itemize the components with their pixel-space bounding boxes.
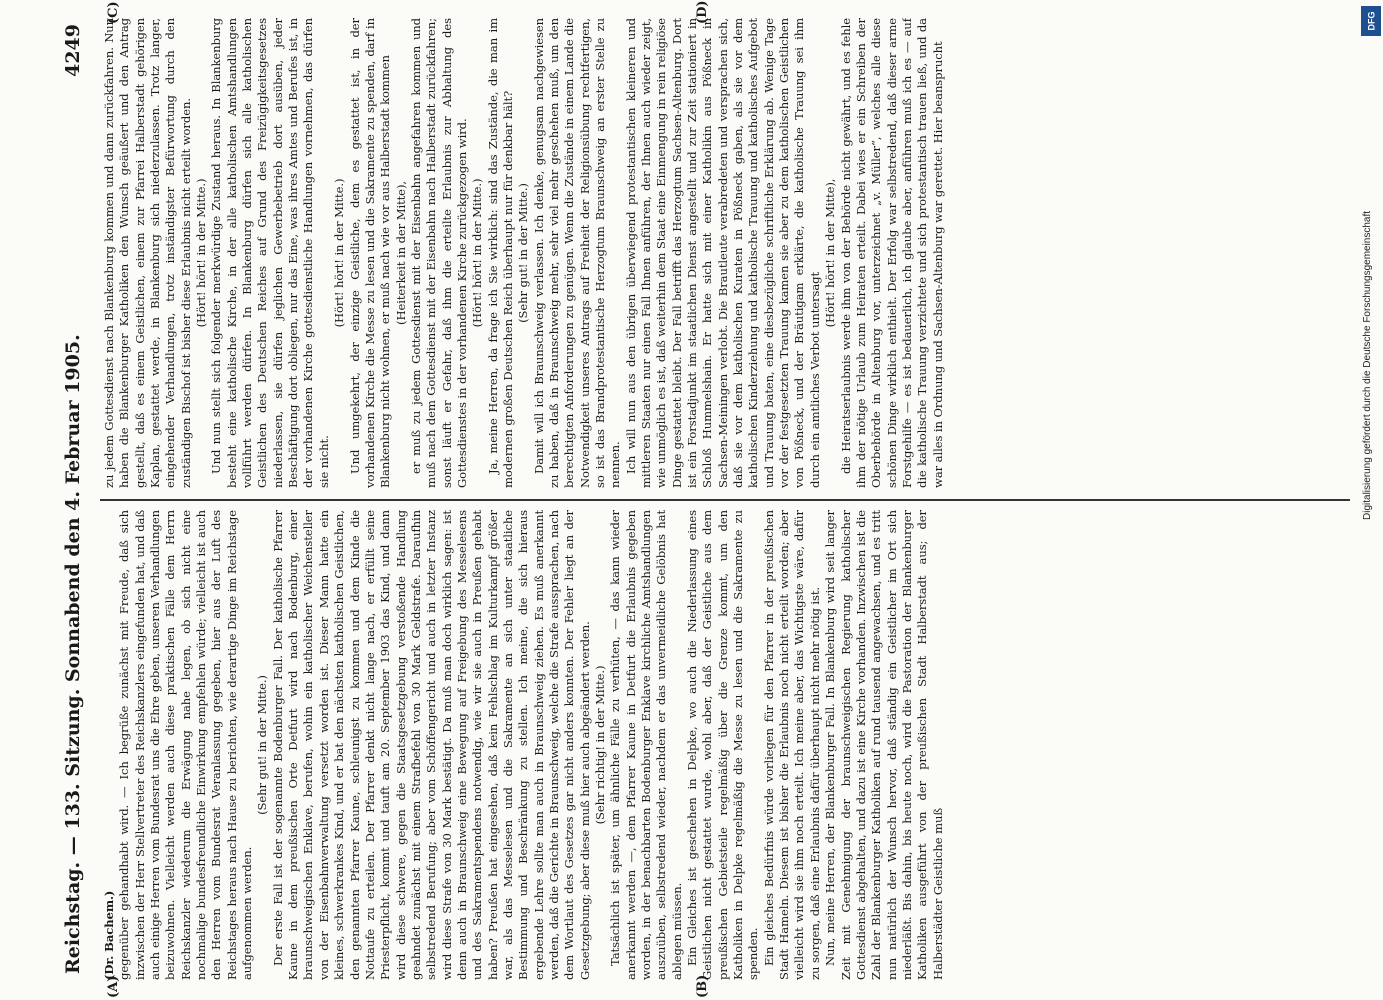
column-divider bbox=[100, 499, 1350, 501]
page-number: 4249 bbox=[62, 24, 84, 77]
running-head-title: Reichstag. — 133. Sitzung. Sonnabend den 4. Februar 1905. bbox=[62, 334, 84, 974]
dfg-logo: DFG bbox=[1361, 6, 1381, 36]
paragraph: (Hört! hört! in der Mitte.) bbox=[332, 178, 347, 328]
paragraph: Nun, meine Herren, der Blankenburger Fall. In Blankenburg wird seit langer Zeit mit Genehmigung der braunschweigischen Regierung katholischer Gottesdienst abgehalten, und dazu ist eine Kirche vorhanden. Inzwischen ist die Zahl der Blankenburger Katholiken auf rund tausend angewachsen, und es tritt nun natürlich der Wunsch hervor, daß ständig ein Geistlicher im Ort sich niederläßt. Bis dahin, bis heute noch, wird die Pastoration der Blankenburger Katholiken ausgeführt von der preußischen Stadt Halberstadt aus; der Halberstädter Geistliche muß bbox=[823, 510, 945, 980]
paragraph: Der erste Fall ist der sogenannte Bodenburger Fall. Der katholische Pfarrer Kaune in dem preußischen Orte Detfurt wird nach Bodenburg, einer braunschweigischen Enklave, berufen, wohin ein katholischer Weichensteller von der Eisenbahnverwaltung versetzt worden ist. Dieser Mann hatte ein kleines, schwerkrankes Kind, und er bat den nächsten katholischen Geistlichen, den genannten Pfarrer Kaune, schleunigst zu kommen und dem Kinde die Nottaufe zu erteilen. Der Pfarrer denkt nicht lange nach, er erfüllt seine Priesterpflicht, kommt und tauft am 20. September 1903 das Kind, und dann wird diese schwere, gegen die Staatsgesetzgebung verstoßende Handlung geahndet zunächst mit einem Strafbefehl von 30 Mark Geldstrafe. Daraufhin selbstredend Berufung; aber vom Schöffengericht und auch in letzter Instanz wird diese Strafe von 30 Mark bestätigt. Da muß man doch wirklich sagen: ist denn auch in Braunschweig eine Bewegung auf Freigebung des Messelesens und des Sakramentspendens notwendig, wie wir sie auch in Preußen gehabt haben? Preußen hat eingesehen, daß kein Fehlschlag im Kulturkampf größer war, als das Messelesen und die Sakramente an sich unter staatliche Bestimmung und Beschränkung zu stellen. Ich meine, die sich hieraus ergebende Lehre sollte man auch in Braunschweig ziehen. Es muß anerkannt werden, daß die Gerichte in Braunschweig, welche die Strafe aussprachen, nach dem Wortlaut des Gesetzes gar nicht anders konnten. Der Fehler liegt an der Gesetzgebung; aber diese muß hier auch abgeändert werden. bbox=[270, 510, 592, 980]
paragraph: Ja, meine Herren, da frage ich Sie wirklich: sind das Zustände, die man im modernen großen Deutschen Reich überhaupt nur für denkbar hält? bbox=[485, 18, 515, 488]
paragraph: (Sehr gut! in der Mitte.) bbox=[255, 675, 270, 815]
margin-marker-a: (A) bbox=[106, 975, 121, 998]
running-head bbox=[62, 24, 96, 974]
left-column-paragraphs bbox=[117, 510, 946, 980]
paragraph: zu jedem Gottesdienst nach Blankenburg kommen und dann zurückfahren. Nun haben die Blankenburger Katholiken den Wunsch geäußert und den Antrag gestellt, daß es einem Geistlichen, einem zur Pfarrei Halberstadt gehörigen Kaplan, gestattet werde, in Blankenburg sich niederzulassen. Trotz langer, eingehender Verhandlungen, trotz inständigster Befürwortung durch den zuständigen Bischof ist bisher diese Erlaubnis nicht erteilt worden. bbox=[102, 18, 193, 488]
dfg-credit-text: Digitalisierung gefördert durch die Deutsche Forschungsgemeinschaft bbox=[1362, 210, 1373, 520]
margin-marker-c: (C) bbox=[106, 1, 121, 24]
paragraph: (Heiterkeit in der Mitte), bbox=[393, 181, 408, 325]
paragraph: (Hört! hört! in der Mitte.) bbox=[194, 178, 209, 328]
speaker-label: (Dr. Bachem.) bbox=[102, 890, 116, 980]
left-column bbox=[102, 510, 1352, 980]
paragraph: die Heiratserlaubnis werde ihm von der Behörde nicht gewährt, und es fehle ihm der nötige Urlaub zum Heiraten erteilt. Dabei wies er ein Schreiben der Oberbehörde in Altenburg vor, unterzeichnet „v. Müller“, welches alle diese schönen Dinge wirklich enthielt. Der Erfolg war selbstredend, daß dieser arme Forstgehilfe — es ist bedauerlich, ich glaube aber, anführen muß ich es — auf die katholische Trauung verzichtete und sich protestantisch trauen ließ, und da war alles in Ordnung und Sachsen-Altenburg war gerettet. Hier beansprucht bbox=[838, 18, 945, 488]
margin-marker-b: (B) bbox=[695, 974, 710, 998]
paragraph: Tatsächlich ist später, um ähnliche Fälle zu verhüten, — das kann wieder anerkannt werden —, dem Pfarrer Kaune in Detfurt die Erlaubnis gegeben worden, in der benachbarten Bodenburger Enklave kirchliche Amtshandlungen auszuüben, selbstredend wieder, nachdem er das unvermeidliche Gelöbnis hat ablegen müssen. bbox=[608, 510, 684, 980]
paragraph: (Sehr richtig! in der Mitte.) bbox=[593, 665, 607, 825]
paragraph: Ich will nun aus den übrigen überwiegend protestantischen kleineren und mittleren Staaten nur einen Fall Ihnen anführen, der Ihnen auch wieder zeigt, wie unmöglich es ist, daß weiterhin dem Staat eine Einmengung in rein religiöse Dinge gestattet bleibt. Der Fall betrifft das Herzogtum Sachsen-Altenburg. Dort ist ein Forstadjunkt im staatlichen Dienst angestellt und zur Zeit stationiert in Schloß Hummelshain. Er hatte sich mit einer Katholikin aus Pößneck in Sachsen-Meiningen verlobt. Die Brautleute verabredeten und versprachen sich, daß sie vor dem katholischen Kuraten in Pößneck gaben, als sie vor dem katholischen Kinderziehung und katholische Trauung und katholisches Aufgebot und Trauung baten, eine diesbezügliche schriftliche Erklärung ab. Wenige Tage vor der festgesetzten Trauung kamen sie aber zu dem katholischen Geistlichen von Pößneck, und der Bräutigam erklärte, die katholische Trauung sei ihm durch ein amtliches Verbot untersagt bbox=[623, 18, 822, 488]
paragraph: (Sehr gut! in der Mitte.) bbox=[516, 183, 531, 323]
dfg-sidebar bbox=[1360, 0, 1383, 1000]
right-column-paragraphs bbox=[102, 18, 946, 488]
paragraph: (Hört! hört! in der Mitte), bbox=[823, 178, 838, 328]
paragraph: Ein Gleiches ist geschehen in Delpke, wo auch die Niederlassung eines Geistlichen nicht gestattet wurde, wohl aber, daß der Geistliche aus dem preußischen Gebietsteile regelmäßig über die Grenze kommt, um den Katholiken in Delpke regelmäßig die Messe zu lesen und die Sakramente zu spenden. bbox=[685, 510, 761, 980]
paragraph: Ein gleiches Bedürfnis würde vorliegen für den Pfarrer in der preußischen Stadt Hameln. Diesem ist bisher die Erlaubnis noch nicht erteilt worden; aber vielleicht wird sie ihm noch erteilt. Ich meine aber, das Wichtigste wäre, dafür zu sorgen, daß eine Erlaubnis dafür überhaupt nicht mehr nötig ist. bbox=[761, 510, 822, 980]
margin-marker-d: (D) bbox=[695, 0, 710, 24]
paragraph: Und umgekehrt, der einzige Geistliche, dem es gestattet ist, in der vorhandenen Kirche die Messe zu lesen und die Sakramente zu spenden, darf in Blankenburg nicht wohnen, er muß nach wie vor aus Halberstadt kommen bbox=[347, 18, 393, 488]
paragraph: Damit will ich Braunschweig verlassen. Ich denke, genugsam nachgewiesen zu haben, daß in Braunschweig mehr, sehr viel mehr geschehen muß, um den berechtigten Anforderungen zu genügen. Wenn die Zustände in einem Lande die Notwendigkeit unseres Antrags auf Freiheit der Religionsübung rechtfertigen, so ist das Brandprotestantische Herzogtum Braunschweig an erster Stelle zu nennen. bbox=[531, 18, 623, 488]
paragraph: (Hört! hört! in der Mitte.) bbox=[470, 178, 485, 328]
right-column bbox=[102, 18, 1352, 488]
paragraph: Und nun stellt sich folgender merkwürdige Zustand heraus. In Blankenburg besteht eine katholische Kirche, in der alle katholischen Amtshandlungen vollführt werden dürfen. In Blankenburg dürfen sich alle katholischen Geistlichen des Deutschen Reiches auf Grund des Freizügigkeitsgesetzes niederlassen, sie dürfen jeglichen Gewerbebetrieb dort ausüben, jeder Beschäftigung dort obliegen, nur das Eine, was ihres Amtes und Berufes ist, in der vorhandenen Kirche gottesdienstliche Handlungen vornehmen, das dürfen sie nicht. bbox=[209, 18, 331, 488]
paragraph: gegenüber gehandhabt wird. — Ich begrüße zunächst mit Freude, daß sich inzwischen der Herr Stellvertreter des Reichskanzlers eingefunden hat, und daß auch einige Herren vom Bundesrat uns die Ehre geben, unseren Verhandlungen beizuwohnen. Vielleicht werden auch diese praktischen Fälle dem Herrn Reichskanzler wiederum die Erwägung nahe legen, ob sich nicht eine nochmalige bundesfreundliche Einwirkung empfehlen würde; vielleicht ist auch den Herren vom Bundesrat Veranlassung gegeben, hier aus der Luft des Reichstages heraus nach Hause zu berichten, wie derartige Dinge im Reichstage aufgenommen werden. bbox=[117, 510, 255, 980]
paragraph: er muß zu jedem Gottesdienst mit der Eisenbahn angefahren kommen und muß nach dem Gottesdienst mit der Eisenbahn nach Halberstadt zurückfahren; sonst läuft er Gefahr, daß ihm die erteilte Erlaubnis zur Abhaltung des Gottesdienstes in der vorhandenen Kirche zurückgezogen wird. bbox=[408, 18, 469, 488]
